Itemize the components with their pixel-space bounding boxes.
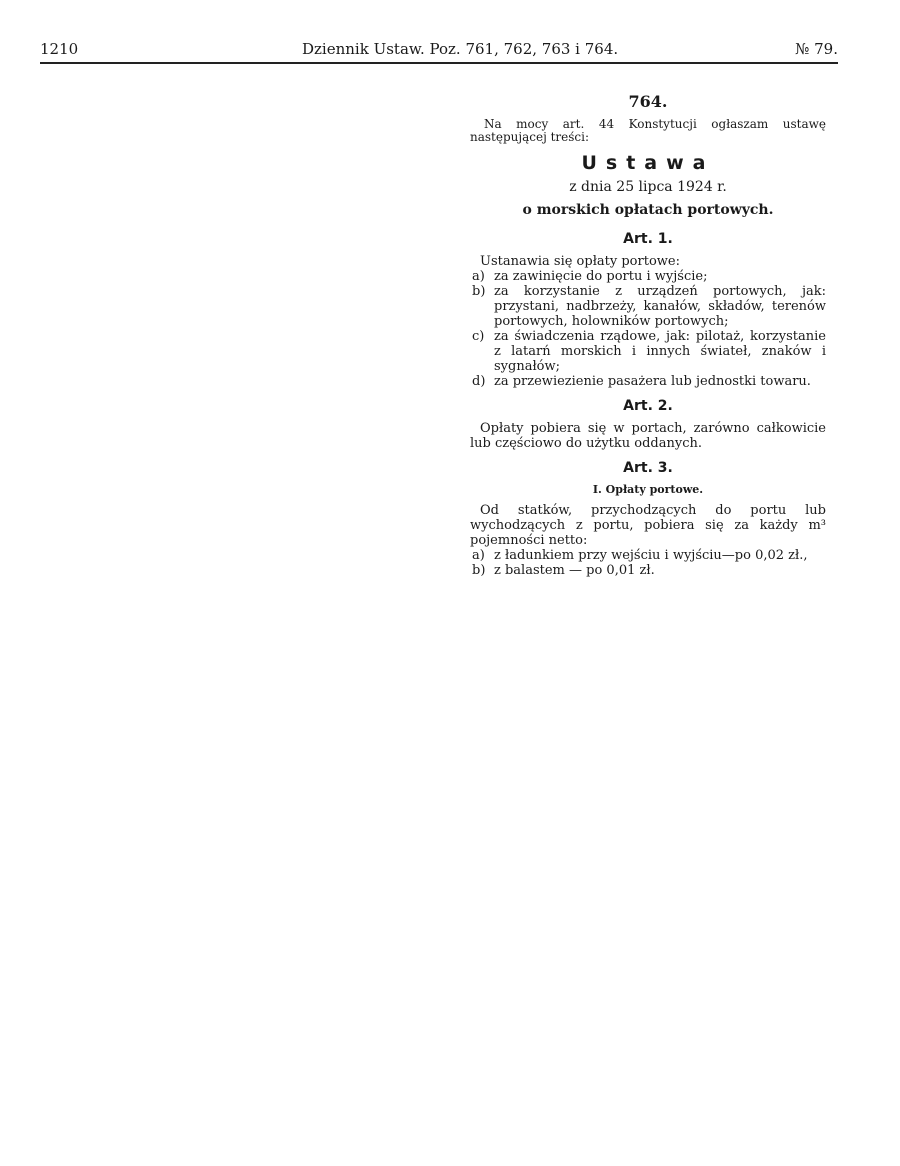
article-2-text: Opłaty pobiera się w portach, zarówno całkowicie lub częściowo do użytku oddanych. xyxy=(470,421,826,451)
article-3-items xyxy=(470,548,826,578)
item-marker: b) xyxy=(472,563,486,578)
page-number: 1210 xyxy=(40,40,79,58)
list-item xyxy=(470,548,826,563)
article-1-intro: Ustanawia się opłaty portowe: xyxy=(480,254,680,269)
act-date: z dnia 25 lipca 1924 r. xyxy=(569,179,727,195)
list-item xyxy=(470,284,826,329)
preamble: Na mocy art. 44 Konstytucji ogłaszam ustawę następującej treści: xyxy=(470,117,826,144)
act-title: Ustawa xyxy=(581,152,715,174)
item-text: za świadczenia rządowe, jak: pilotaż, korzystanie z latarń morskich i innych świateł, znaków i sygnałów; xyxy=(494,329,826,374)
item-marker: c) xyxy=(472,329,485,344)
item-marker: a) xyxy=(472,269,485,284)
article-1-items xyxy=(470,269,826,389)
issue-number: № 79. xyxy=(795,40,838,58)
act-subject: o morskich opłatach portowych. xyxy=(522,202,774,218)
item-marker: b) xyxy=(472,284,486,299)
item-marker: a) xyxy=(472,548,485,563)
list-item xyxy=(470,269,826,284)
item-text: za przewiezienie pasażera lub jednostki towaru. xyxy=(494,374,811,389)
article-3-heading: Art. 3. xyxy=(623,460,673,476)
article-1-heading: Art. 1. xyxy=(623,231,673,247)
item-text: z ładunkiem przy wejściu i wyjściu—po 0,02 zł., xyxy=(494,548,808,563)
page-header xyxy=(40,40,838,62)
article-2-heading: Art. 2. xyxy=(623,398,673,414)
article-3-section-heading: I. Opłaty portowe. xyxy=(592,483,704,496)
list-item xyxy=(470,563,826,578)
item-text: za zawinięcie do portu i wyjście; xyxy=(494,269,708,284)
list-item xyxy=(470,329,826,374)
position-number: 764. xyxy=(628,92,668,111)
journal-title: Dziennik Ustaw. Poz. 761, 762, 763 i 764. xyxy=(302,40,619,58)
item-text: za korzystanie z urządzeń portowych, jak: przystani, nadbrzeży, kanałów, składów, terenów portowych, holowników portowych; xyxy=(494,284,826,329)
header-rule xyxy=(40,62,838,64)
list-item xyxy=(470,374,826,389)
item-marker: d) xyxy=(472,374,486,389)
item-text: z balastem — po 0,01 zł. xyxy=(494,563,655,578)
article-3-text: Od statków, przychodzących do portu lub wychodzących z portu, pobiera się za każdy m³ pojemności netto: xyxy=(470,503,826,548)
document-column xyxy=(470,92,826,578)
